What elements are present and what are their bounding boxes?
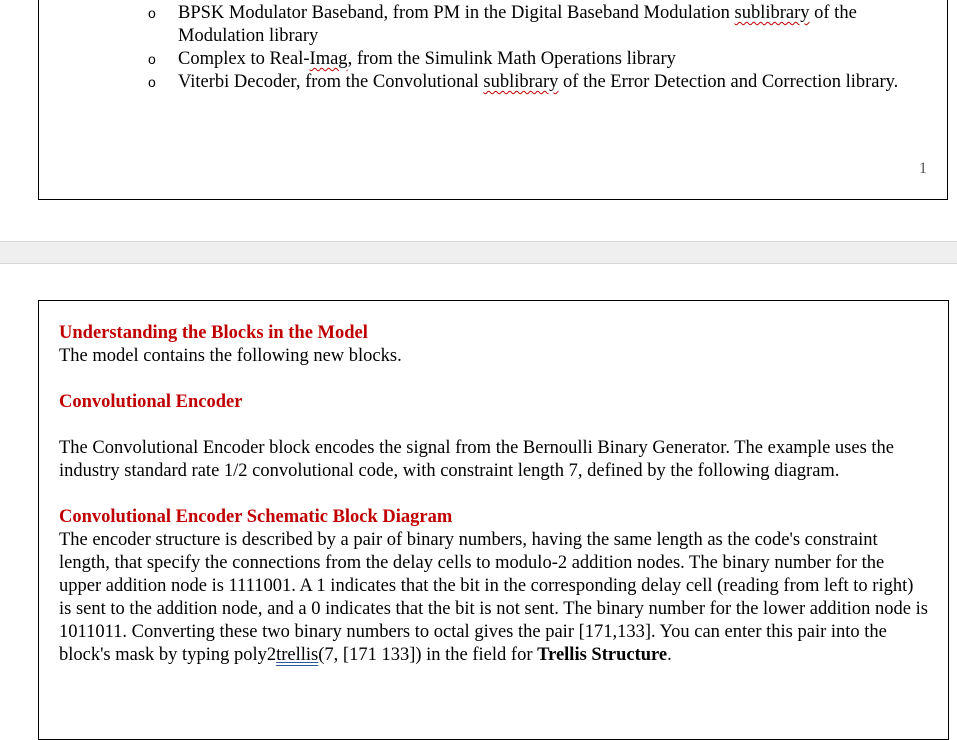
bullet-marker: o <box>148 74 156 90</box>
paragraph-text: (7, [171 133]) in the field for <box>318 645 538 665</box>
spellcheck-word[interactable]: Imag <box>309 49 348 69</box>
bullet-marker: o <box>148 5 156 21</box>
bullet-item-bpsk-modulator <box>39 2 947 48</box>
intro-paragraph: The model contains the following new blocks. <box>59 346 402 366</box>
bullet-text: of the Error Detection and Correction library. <box>558 72 899 92</box>
page-gap <box>0 241 957 264</box>
document-page-2 <box>38 300 949 740</box>
page-number: 1 <box>919 160 927 177</box>
encoder-structure-paragraph <box>59 529 928 667</box>
blank-line <box>59 483 928 506</box>
bullet-text: Viterbi Decoder, from the Convolutional <box>178 72 484 92</box>
bullet-item-complex-to-real-imag <box>39 48 947 71</box>
blank-line <box>59 368 928 391</box>
bullet-text: BPSK Modulator Baseband, from PM in the Digital Baseband Modulation <box>178 3 735 23</box>
grammar-flagged-word[interactable]: trellis <box>276 645 319 665</box>
bullet-text: Complex to Real- <box>178 49 310 69</box>
document-page-1 <box>38 0 948 200</box>
trellis-structure-term: Trellis Structure <box>537 645 668 665</box>
bullet-text: of the Modulation library <box>178 3 857 46</box>
paragraph-text: The encoder structure is described by a pair of binary numbers, having the same length as the code's constraint length, that specify the connections from the delay cells to modulo-2 addition nodes. The binary number for the upper addition node is 1111001. A 1 indicates that the bit in the corresponding delay cell (reading from left to right) is sent to the addition node, and a 0 indicates that the bit is not sent. The binary number for the lower addition node is 1011011. Converting these two binary numbers to octal gives the pair [171,133]. You can enter this pair into the block's mask by typing poly2 <box>59 530 928 665</box>
bullet-text: , from the Simulink Math Operations library <box>347 49 676 69</box>
blank-line <box>59 414 928 437</box>
bullet-item-viterbi-decoder <box>39 71 947 94</box>
section-heading-convolutional-encoder: Convolutional Encoder <box>59 392 243 412</box>
bullet-marker: o <box>148 51 156 67</box>
section-heading-schematic-diagram: Convolutional Encoder Schematic Block Diagram <box>59 507 453 527</box>
section-heading-understanding-blocks: Understanding the Blocks in the Model <box>59 323 368 343</box>
spellcheck-word[interactable]: sublibrary <box>734 3 810 23</box>
bullet-list <box>39 2 947 94</box>
paragraph-text: . <box>667 645 672 665</box>
encoder-paragraph: The Convolutional Encoder block encodes the signal from the Bernoulli Binary Generator. The example uses the industry standard rate 1/2 convolutional code, with constraint length 7, defined by the following diagram. <box>59 438 895 481</box>
page-content <box>59 322 928 667</box>
spellcheck-word[interactable]: sublibrary <box>483 72 559 92</box>
